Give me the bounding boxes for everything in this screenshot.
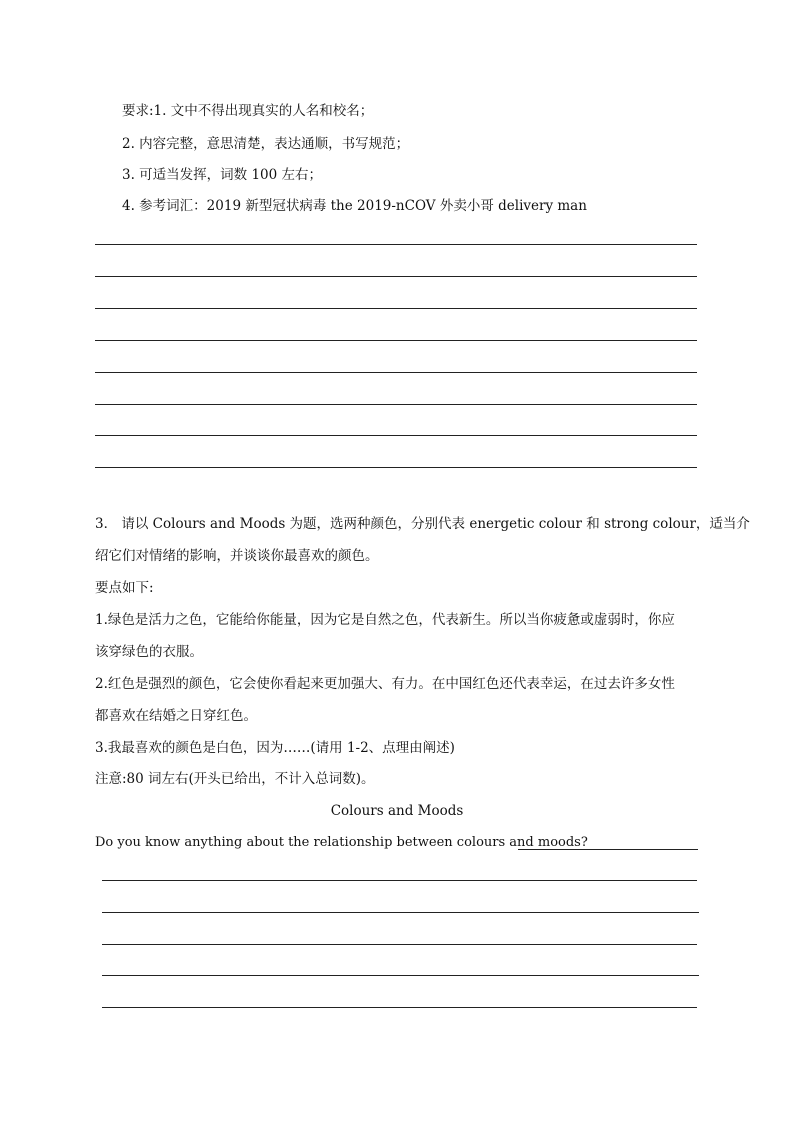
writing-line[interactable]	[95, 372, 697, 373]
writing-line[interactable]	[102, 975, 699, 976]
writing-line[interactable]	[95, 404, 697, 405]
writing-line[interactable]	[518, 849, 698, 850]
writing-line[interactable]	[95, 308, 697, 309]
point-1-line2: 该穿绿色的衣服。	[95, 644, 203, 660]
point-3: 3.我最喜欢的颜色是白色，因为……(请用 1-2、点理由阐述)	[95, 740, 455, 756]
point-2-line1: 2.红色是强烈的颜色，它会使你看起来更加强大、有力。在中国红色还代表幸运，在过去许多女性	[95, 676, 675, 692]
requirement-2: 2. 内容完整，意思清楚，表达通顺，书写规范；	[122, 136, 410, 152]
word-count-note: 注意:80 词左右(开头已给出，不计入总词数)。	[95, 771, 375, 787]
essay-title: Colours and Moods	[330, 803, 464, 819]
writing-line[interactable]	[95, 435, 697, 436]
writing-line[interactable]	[102, 944, 697, 945]
point-1-line1: 1.绿色是活力之色，它能给你能量，因为它是自然之色，代表新生。所以当你疲惫或虚弱时，你应	[95, 612, 675, 628]
writing-line[interactable]	[95, 340, 697, 341]
points-heading: 要点如下:	[95, 580, 154, 596]
writing-line[interactable]	[95, 467, 697, 468]
writing-line[interactable]	[102, 1007, 697, 1008]
requirement-3: 3. 可适当发挥，词数 100 左右；	[122, 167, 323, 183]
writing-line[interactable]	[95, 244, 697, 245]
task3-prompt-line2: 绍它们对情绪的影响，并谈谈你最喜欢的颜色。	[95, 548, 379, 564]
writing-line[interactable]	[102, 880, 697, 881]
task3-prompt-line1: 3． 请以 Colours and Moods 为题，选两种颜色，分别代表 energetic colour 和 strong colour，适当介	[95, 516, 750, 532]
writing-line[interactable]	[102, 912, 699, 913]
writing-line[interactable]	[95, 276, 697, 277]
essay-opening-sentence: Do you know anything about the relationship between colours and moods?	[95, 835, 588, 850]
point-2-line2: 都喜欢在结婚之日穿红色。	[95, 708, 257, 724]
requirement-1: 要求:1. 文中不得出现真实的人名和校名；	[122, 103, 374, 119]
requirement-4: 4. 参考词汇：2019 新型冠状病毒 the 2019-nCOV 外卖小哥 delivery man	[122, 198, 587, 214]
